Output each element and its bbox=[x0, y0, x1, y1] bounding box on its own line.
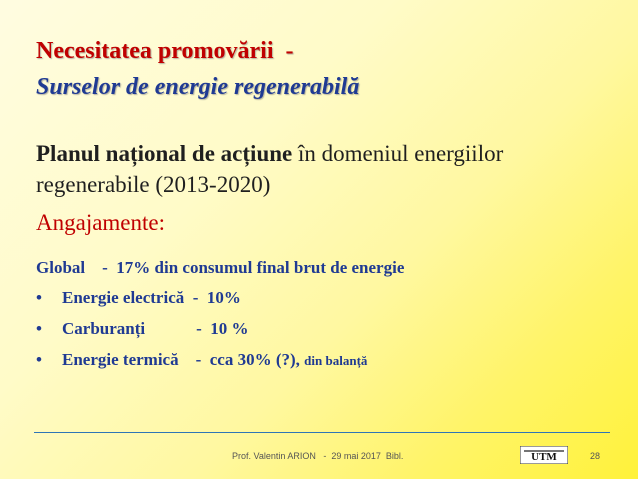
footer-author: Prof. Valentin ARION - 29 mai 2017 Bibl. bbox=[232, 451, 404, 461]
bullet-item bbox=[36, 350, 367, 370]
bullet-item bbox=[36, 319, 249, 339]
bullet-extra-text: din balanță bbox=[304, 353, 368, 368]
bullet-glyph: • bbox=[36, 288, 42, 307]
footer-divider bbox=[34, 432, 610, 433]
slide-title-line1: Necesitatea promovării - bbox=[36, 38, 294, 64]
bullet-item bbox=[36, 288, 241, 308]
bullet-glyph: • bbox=[36, 319, 42, 338]
bullet-text: Energie termică - cca 30% (?), bbox=[62, 350, 305, 369]
page-number: 28 bbox=[590, 451, 601, 461]
intro-paragraph bbox=[36, 138, 556, 200]
utm-logo-label: UTM bbox=[531, 451, 557, 463]
slide-title-line2: Surselor de energie regenerabilă bbox=[36, 74, 360, 100]
bullet-text: Energie electrică - 10% bbox=[62, 288, 241, 307]
bullet-text: Carburanți - 10 % bbox=[62, 319, 249, 338]
utm-logo-icon bbox=[520, 446, 568, 464]
intro-bold-text: Planul național de acțiune bbox=[36, 141, 293, 166]
bullet-glyph: • bbox=[36, 350, 42, 369]
angajamente-heading: Angajamente: bbox=[36, 210, 166, 235]
global-line: Global - 17% din consumul final brut de energie bbox=[36, 258, 405, 277]
intro-rest-text: în domeniul energiilor regenerabile (2013-2020) bbox=[36, 141, 504, 197]
